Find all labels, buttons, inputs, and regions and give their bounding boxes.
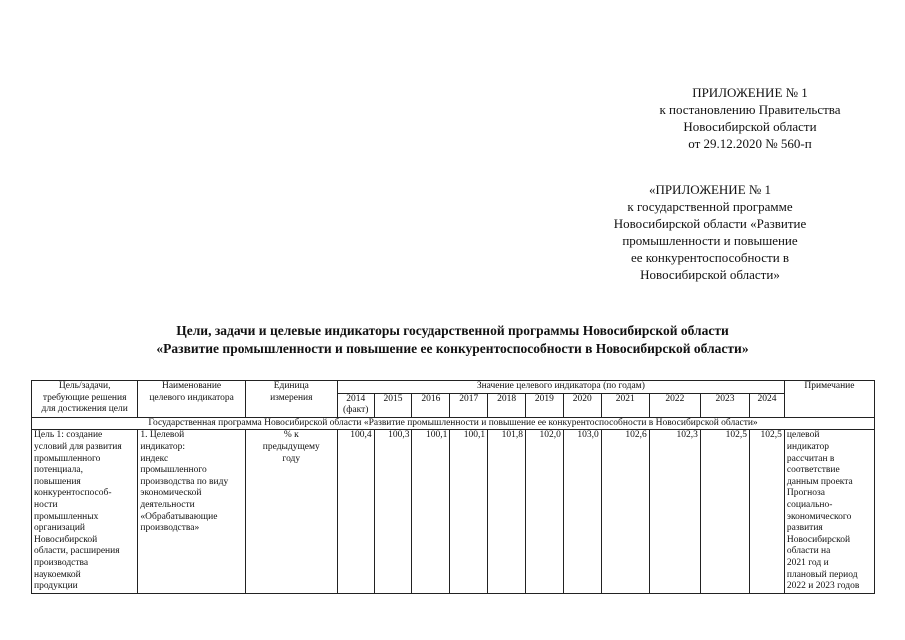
header-goal-line: Цель/задачи,: [58, 381, 111, 391]
year-header: 2019: [526, 393, 564, 417]
unit-line: году: [282, 453, 301, 464]
year-header: 2017: [450, 393, 488, 417]
goal-line: промышленного: [34, 453, 101, 464]
year-header: 2024: [749, 393, 784, 417]
note-line: рассчитан в: [786, 453, 835, 464]
value-cell: 102,5: [749, 430, 784, 593]
indicator-line: 1. Целевой: [140, 430, 185, 441]
note-line: данным проекта: [786, 476, 853, 487]
value-cell: 100,3: [374, 430, 412, 593]
value-cell: 100,4: [337, 430, 374, 593]
indicator-line: «Обрабатывающие: [140, 511, 218, 522]
annex-reference-program: [565, 181, 855, 283]
indicator-cell: [138, 430, 245, 593]
goal-line: продукции: [34, 581, 78, 592]
annex-line: к постановлению Правительства: [659, 102, 841, 117]
note-line: экономического: [786, 511, 852, 522]
year-fact-note: (факт): [343, 405, 369, 416]
note-line: соответствие: [786, 465, 840, 476]
annex-line: от 29.12.2020 № 560-п: [688, 136, 812, 151]
goal-line: условий для развития: [34, 441, 122, 452]
annex-line: «ПРИЛОЖЕНИЕ № 1: [648, 182, 772, 197]
indicator-line: производства»: [140, 523, 200, 534]
goal-line: Новосибирской: [34, 534, 98, 545]
value-cell: 100,1: [450, 430, 488, 593]
note-line: 2022 и 2023 годов: [786, 581, 860, 592]
header-note: Примечание: [784, 381, 874, 418]
year-header: 2023: [700, 393, 749, 417]
year-header: 2016: [412, 393, 450, 417]
unit-line: предыдущему: [262, 441, 320, 452]
header-unit-line: измерения: [270, 392, 313, 403]
header-values-group: Значение целевого индикатора (по годам): [337, 381, 784, 394]
year-header: 2015: [374, 393, 412, 417]
annex-line: ПРИЛОЖЕНИЕ № 1: [692, 85, 808, 100]
note-line: индикатор: [786, 441, 829, 452]
goal-line: потенциала,: [34, 465, 83, 476]
table-row: [32, 430, 875, 593]
unit-cell: [245, 430, 337, 593]
note-line: 2021 год и: [786, 557, 829, 568]
indicator-line: производства по виду: [140, 476, 229, 487]
header-goal: [32, 381, 138, 418]
note-cell: [784, 430, 874, 593]
header-indicator: [138, 381, 245, 418]
goal-line: организаций: [34, 523, 86, 534]
value-cell: 102,5: [700, 430, 749, 593]
year-header: [337, 393, 374, 417]
annex-line: к государственной программе: [627, 199, 793, 214]
unit-line: % к: [283, 430, 299, 441]
indicator-line: промышленного: [140, 465, 207, 476]
note-line: Новосибирской: [786, 534, 851, 545]
annex-line: Новосибирской области «Развитие: [613, 216, 807, 231]
value-cell: 101,8: [488, 430, 526, 593]
title-line-2: «Развитие промышленности и повышение ее конкурентоспособности в Новосибирской области»: [156, 341, 749, 356]
program-title-cell: Государственная программа Новосибирской области «Развитие промышленности и повышение ее конкурентоспособности в Новосибирской области»: [32, 417, 875, 430]
year-header: 2021: [601, 393, 649, 417]
annex-line: Новосибирской области»: [640, 267, 780, 282]
goal-line: Цель 1: создание: [34, 430, 103, 441]
note-line: плановый период: [786, 569, 858, 580]
header-indicator-line: целевого индикатора: [149, 392, 234, 403]
goal-line: области, расширения: [34, 546, 120, 557]
header-unit: [245, 381, 337, 418]
year-header: 2020: [563, 393, 601, 417]
goal-line: повышения: [34, 476, 81, 487]
title-line-1: Цели, задачи и целевые индикаторы государственной программы Новосибирской области: [176, 323, 729, 338]
goal-line: промышленных: [34, 511, 99, 522]
note-line: области на: [786, 546, 831, 557]
indicator-line: деятельности: [140, 499, 195, 510]
goal-line: производства: [34, 557, 89, 568]
annex-reference-resolution: [600, 84, 900, 152]
header-goal-line: требующие решения: [42, 392, 127, 403]
note-line: Прогноза: [786, 488, 825, 499]
annex-line: Новосибирской области: [683, 119, 817, 134]
table-header-row: [32, 381, 875, 394]
header-unit-line: Единица: [273, 381, 309, 391]
note-line: целевой: [786, 430, 820, 441]
value-cell: 102,6: [601, 430, 649, 593]
goal-line: ности: [34, 499, 58, 510]
value-cell: 102,3: [649, 430, 700, 593]
annex-line: ее конкурентоспособности в: [630, 250, 790, 265]
value-cell: 103,0: [563, 430, 601, 593]
goal-cell: [32, 430, 138, 593]
goal-line: конкурентоспособ-: [34, 488, 112, 499]
document-title: [30, 322, 875, 358]
indicator-line: индикатор:: [140, 441, 186, 452]
note-line: социально-: [786, 499, 833, 510]
header-indicator-line: Наименование: [161, 381, 222, 391]
indicator-line: экономической: [140, 488, 202, 499]
year-label: 2014: [346, 393, 366, 404]
indicators-table: [31, 380, 875, 594]
year-header: 2022: [649, 393, 700, 417]
note-line: развития: [786, 523, 823, 534]
value-cell: 102,0: [526, 430, 564, 593]
indicator-line: индекс: [140, 453, 169, 464]
goal-line: наукоемкой: [34, 569, 81, 580]
program-row: [32, 417, 875, 430]
annex-line: промышленности и повышение: [622, 233, 798, 248]
year-header: 2018: [488, 393, 526, 417]
header-goal-line: для достижения цели: [41, 404, 128, 415]
value-cell: 100,1: [412, 430, 450, 593]
